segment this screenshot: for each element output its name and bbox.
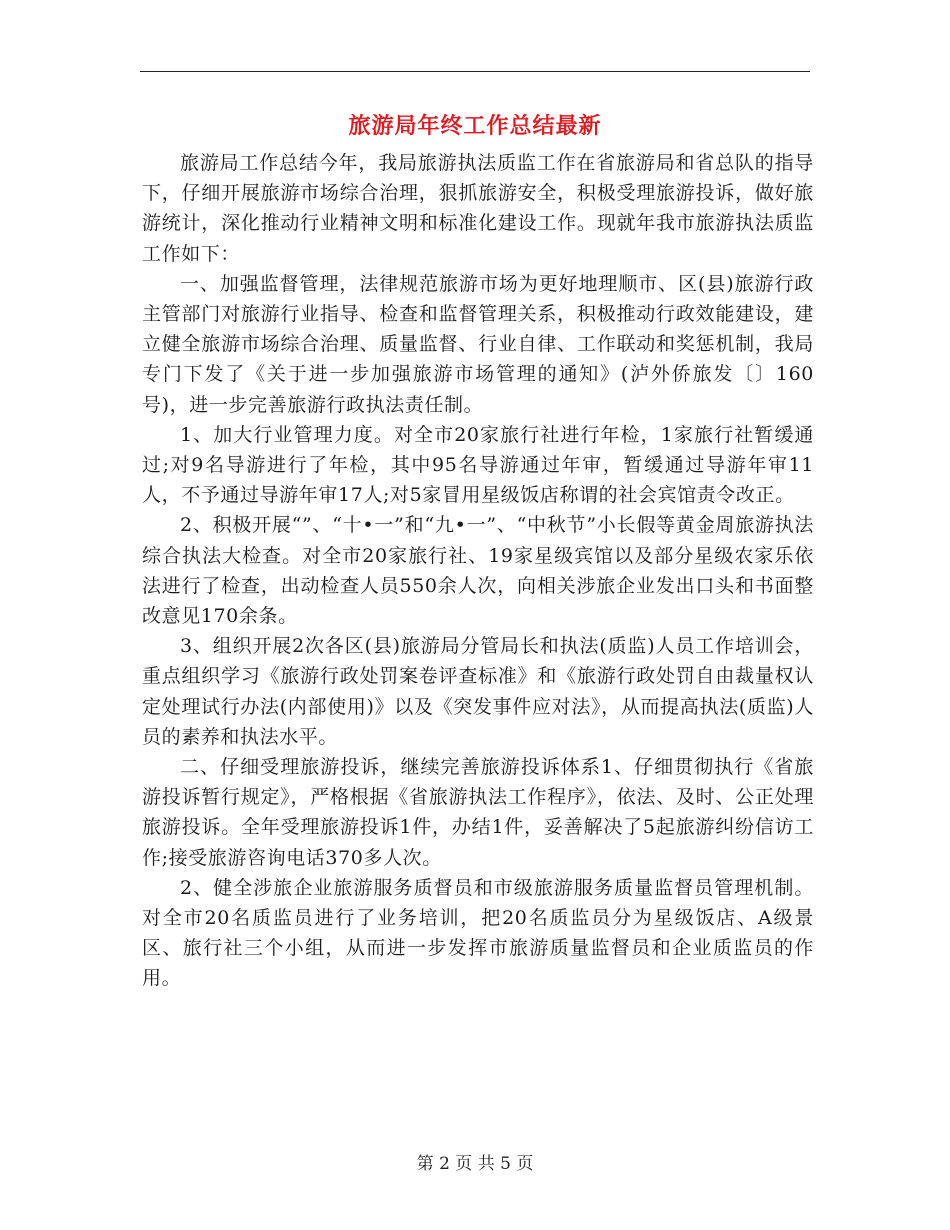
document-title: 旅游局年终工作总结最新 — [348, 113, 602, 139]
header-rule — [140, 71, 810, 72]
paragraph-intro: 旅游局工作总结今年，我局旅游执法质监工作在省旅游局和省总队的指导下，仔细开展旅游市场综合治理，狠抓旅游安全，积极受理旅游投诉，做好旅游统计，深化推动行业精神文明和标准化建设工作。现就年我市旅游执法质监工作如下： — [142, 152, 814, 265]
paragraph-item-1-2: 2、积极开展“”、“十•一”和“九•一”、“中秋节”小长假等黄金周旅游执法综合执法大检查。对全市20家旅行社、19家星级宾馆以及部分星级农家乐依法进行了检查，出动检查人员550余人次，向相关涉旅企业发出口头和书面整改意见170余条。 — [142, 514, 814, 628]
paragraph-item-1-1: 1、加大行业管理力度。对全市20家旅行社进行年检，1家旅行社暂缓通过;对9名导游进行了年检，其中95名导游通过年审，暂缓通过导游年审11人，不予通过导游年审17人;对5家冒用星级饭店称谓的社会宾馆责令改正。 — [142, 423, 814, 507]
paragraph-section-1: 一、加强监督管理，法律规范旅游市场为更好地理顺市、区(县)旅游行政主管部门对旅游行业指导、检查和监督管理关系，积极推动行政效能建设，建立健全旅游市场综合治理、质量监督、行业自律、工作联动和奖惩机制，我局专门下发了《关于进一步加强旅游市场管理的通知》(泸外侨旅发〔〕160号)，进一步完善旅游行政执法责任制。 — [142, 272, 814, 416]
paragraph-item-2-2: 2、健全涉旅企业旅游服务质督员和市级旅游服务质量监督员管理机制。对全市20名质监员进行了业务培训，把20名质监员分为星级饭店、A级景区、旅行社三个小组，从而进一步发挥市旅游质量监督员和企业质监员的作用。 — [142, 876, 814, 990]
document-body — [142, 148, 814, 994]
paragraph-item-1-3: 3、组织开展2次各区(县)旅游局分管局长和执法(质监)人员工作培训会，重点组织学习《旅游行政处罚案卷评查标准》和《旅游行政处罚自由裁量权认定处理试行办法(内部使用)》以及《突发事件应对法》，从而提高执法(质监)人员的素养和执法水平。 — [142, 635, 814, 748]
paragraph-section-2: 二、仔细受理旅游投诉，继续完善旅游投诉体系1、仔细贯彻执行《省旅游投诉暂行规定》，严格根据《省旅游执法工作程序》，依法、及时、公正处理旅游投诉。全年受理旅游投诉1件，办结1件，妥善解决了5起旅游纠纷信访工作;接受旅游咨询电话370多人次。 — [142, 756, 814, 869]
page-number-footer: 第 2 页 共 5 页 — [416, 1154, 534, 1174]
